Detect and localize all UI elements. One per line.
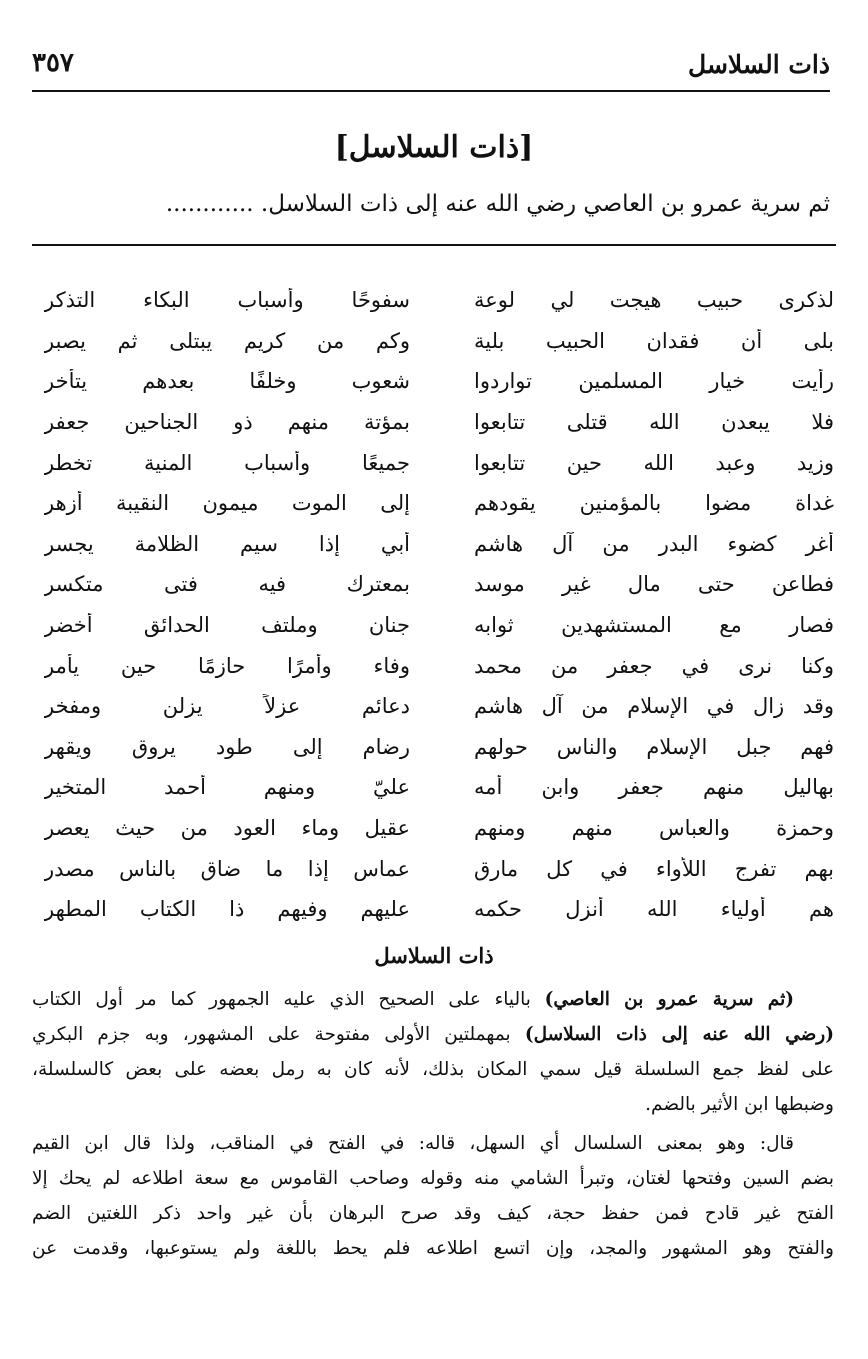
- poem-line: [34, 321, 834, 362]
- poem-line: [34, 402, 834, 443]
- poem-line: [34, 727, 834, 768]
- divider-rule: [32, 244, 836, 246]
- running-header: [32, 44, 830, 92]
- first-hemistich: بهاليل منهم جعفر وابن أمه: [474, 775, 834, 800]
- commentary-paragraph: [32, 1126, 834, 1266]
- quoted-matn: (رضي الله عنه إلى ذات السلاسل): [524, 1024, 834, 1045]
- text-line: [32, 1017, 834, 1052]
- first-hemistich: فصار مع المستشهدين ثوابه: [474, 613, 834, 638]
- second-hemistich: أبي إذا سيم الظلامة يجسر: [44, 531, 410, 556]
- poem-line: [34, 280, 834, 321]
- first-hemistich: وزيد وعبد الله حين تتابعوا: [474, 450, 834, 475]
- second-hemistich: إلى الموت ميمون النقيبة أزهر: [44, 491, 410, 516]
- poem: [34, 280, 834, 930]
- commentary-paragraph: [32, 982, 834, 1122]
- second-hemistich: عماس إذا ما ضاق بالناس مصدر: [44, 856, 410, 881]
- first-hemistich: غداة مضوا بالمؤمنين يقودهم: [474, 491, 834, 516]
- poem-line: [34, 361, 834, 402]
- first-hemistich: لذكرى حبيب هيجت لي لوعة: [474, 288, 834, 313]
- first-hemistich: وكنا نرى في جعفر من محمد: [474, 653, 834, 678]
- poem-line: [34, 564, 834, 605]
- commentary: [32, 982, 834, 1270]
- text-line: على لفظ جمع السلسلة قيل سمي المكان بذلك، لأنه كان به رمل بعضه على بعض كالسلسلة،: [32, 1059, 834, 1080]
- first-hemistich: فهم جبل الإسلام والناس حولهم: [474, 734, 834, 759]
- poem-line: [34, 686, 834, 727]
- poem-line: [34, 524, 834, 565]
- first-hemistich: بلى أن فقدان الحبيب بلية: [474, 328, 834, 353]
- poem-line: [34, 767, 834, 808]
- first-hemistich: فلا يبعدن الله قتلى تتابعوا: [474, 410, 834, 435]
- first-hemistich: وحمزة والعباس منهم ومنهم: [474, 816, 834, 841]
- line-text: بالياء على الصحيح الذي عليه الجمهور كما مر أول الكتاب: [32, 989, 545, 1010]
- second-hemistich: وفاء وأمرًا حازمًا حين يأمر: [44, 653, 410, 678]
- second-hemistich: سفوحًا وأسباب البكاء التذكر: [44, 288, 410, 313]
- first-hemistich: أغر كضوء البدر من آل هاشم: [474, 531, 834, 556]
- matn-text: ثم سرية عمرو بن العاصي رضي الله عنه إلى ذات السلاسل. ............: [165, 191, 830, 217]
- text-line: وضبطها ابن الأثير بالضم.: [645, 1094, 834, 1115]
- second-hemistich: وكم من كريم يبتلى ثم يصبر: [44, 328, 410, 353]
- poem-line: [34, 442, 834, 483]
- poem-line: [34, 483, 834, 524]
- second-hemistich: جميعًا وأسباب المنية تخطر: [44, 450, 410, 475]
- page-number: ٣٥٧: [32, 48, 74, 78]
- section-title: [ذات السلاسل]: [334, 130, 534, 165]
- quoted-matn: (ثم سرية عمرو بن العاصي): [544, 989, 794, 1010]
- poem-line: [34, 645, 834, 686]
- second-hemistich: بمؤتة منهم ذو الجناحين جعفر: [44, 410, 410, 435]
- second-hemistich: بمعترك فيه فتى متكسر: [44, 572, 410, 597]
- poem-line: [34, 808, 834, 849]
- line-text: بمهملتين الأولى مفتوحة على المشهور، وبه جزم البكري: [32, 1024, 525, 1045]
- poem-line: [34, 848, 834, 889]
- text-line: الفتح غير قادح فمن حفظ حجة، كيف وقد صرح البرهان بأن غير واحد ذكر اللغتين الضم: [32, 1203, 834, 1224]
- second-hemistich: رضام إلى طود يروق ويقهر: [44, 734, 410, 759]
- running-title: ذات السلاسل: [688, 50, 830, 79]
- first-hemistich: هم أولياء الله أنزل حكمه: [474, 897, 834, 922]
- second-hemistich: شعوب وخلفًا بعدهم يتأخر: [44, 369, 410, 394]
- first-hemistich: وقد زال في الإسلام من آل هاشم: [474, 694, 834, 719]
- text-line: بضم السين وفتحها لغتان، وتبرأ الشامي منه وقوله وصاحب القاموس مع سعة اطلاعه لم يحك إلا: [32, 1168, 834, 1189]
- sub-heading: ذات السلاسل: [374, 943, 494, 968]
- text-line: والفتح وهو المشهور والمجد، وإن اتسع اطلاعه فلم يحط باللغة ولم يستوعبها، وقدمت عن: [32, 1238, 834, 1259]
- first-hemistich: بهم تفرج اللأواء في كل مارق: [474, 856, 834, 881]
- second-hemistich: عقيل وماء العود من حيث يعصر: [44, 816, 410, 841]
- poem-line: [34, 605, 834, 646]
- second-hemistich: عليهم وفيهم ذا الكتاب المطهر: [44, 897, 410, 922]
- first-hemistich: رأيت خيار المسلمين تواردوا: [474, 369, 834, 394]
- text-line: قال: وهو بمعنى السلسال أي السهل، قاله: في الفتح في المناقب، ولذا قال ابن القيم: [32, 1133, 794, 1154]
- poem-line: [34, 889, 834, 930]
- text-line: [32, 982, 834, 1017]
- second-hemistich: عليّ ومنهم أحمد المتخير: [44, 775, 410, 800]
- second-hemistich: دعائم عزلاً يزلن ومفخر: [44, 694, 410, 719]
- second-hemistich: جنان وملتف الحدائق أخضر: [44, 613, 410, 638]
- first-hemistich: فطاعن حتى مال غير موسد: [474, 572, 834, 597]
